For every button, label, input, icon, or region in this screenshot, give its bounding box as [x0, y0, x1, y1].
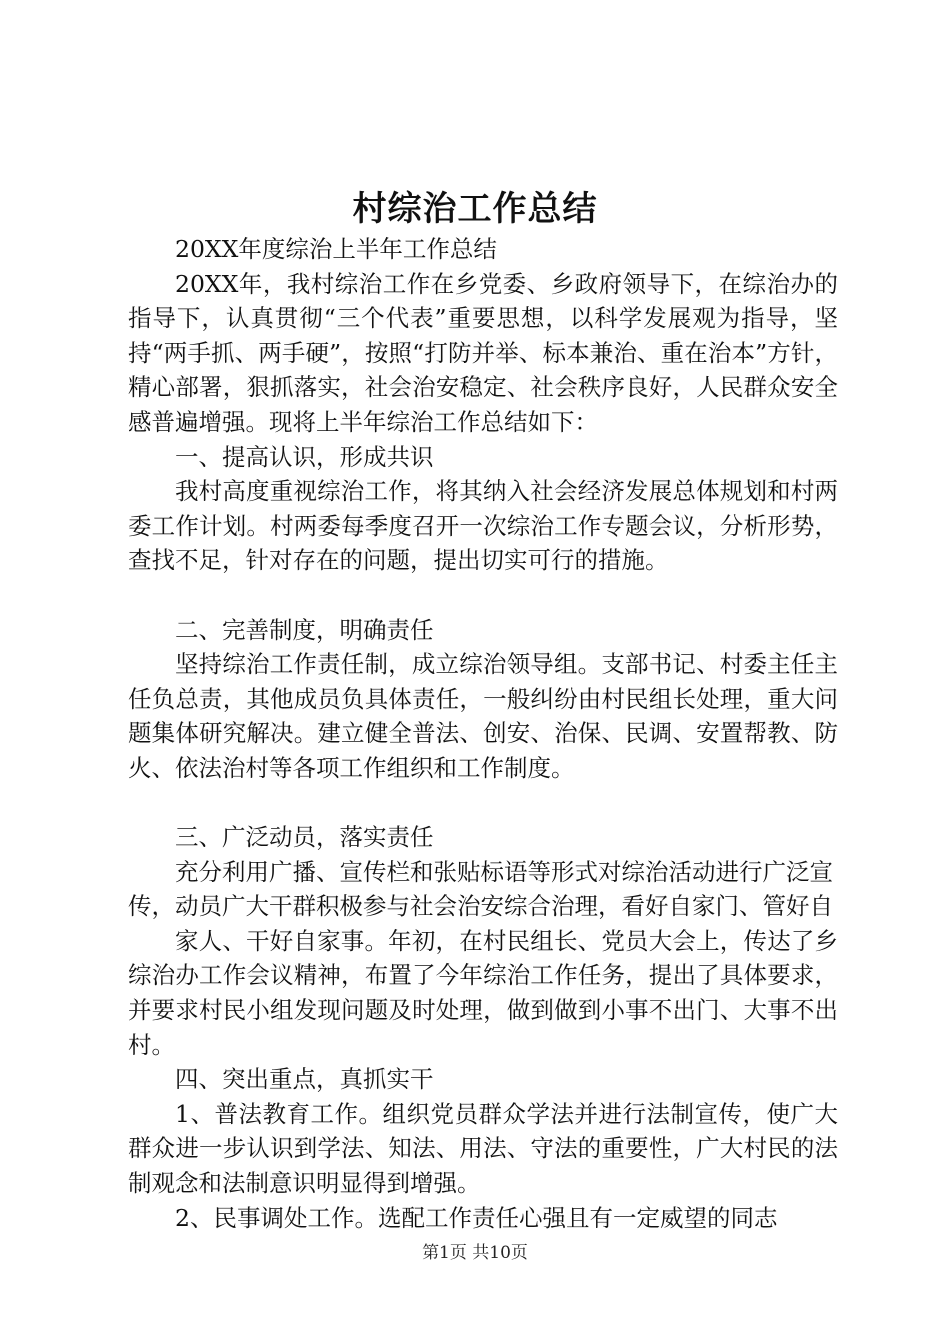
section-heading-3: 三、广泛动员，落实责任: [175, 823, 434, 852]
section-heading-1: 一、提高认识，形成共识: [175, 442, 434, 471]
paragraph-section-3b: 家人、干好自家事。年初，在村民组长、党员大会上，传达了乡综治办工作会议精神，布置了今年综治工作任务，提出了具体要求，并要求村民小组发现问题及时处理，做到做到小事不出门、大事不出村。: [128, 926, 838, 1059]
section-heading-2: 二、完善制度，明确责任: [175, 615, 434, 644]
document-body: [128, 232, 838, 1235]
paragraph-item-1: 1、普法教育工作。组织党员群众学法并进行法制宣传，使广大群众进一步认识到学法、知法、用法、守法的重要性，广大村民的法制观念和法制意识明显得到增强。: [128, 1099, 838, 1198]
section-heading-4: 四、突出重点，真抓实干: [175, 1065, 434, 1094]
document-title: 村综治工作总结: [352, 189, 598, 229]
paragraph-section-2: 坚持综治工作责任制，成立综治领导组。支部书记、村委主任主任负总责，其他成员负具体责任，一般纠纷由村民组长处理，重大问题集体研究解决。建立健全普法、创安、治保、民调、安置帮教、防火、依法治村等各项工作组织和工作制度。: [128, 650, 838, 782]
paragraph-section-1: 我村高度重视综治工作，将其纳入社会经济发展总体规划和村两委工作计划。村两委每季度召开一次综治工作专题会议，分析形势，查找不足，针对存在的问题，提出切实可行的措施。: [128, 477, 838, 575]
paragraph-item-2: 2、民事调处工作。选配工作责任心强且有一定威望的同志: [175, 1203, 778, 1232]
page-number-footer: 第1页 共10页: [422, 1243, 528, 1263]
paragraph-section-3a: 充分利用广播、宣传栏和张贴标语等形式对综治活动进行广泛宣传，动员广大干群积极参与社会治安综合治理，看好自家门、管好自: [128, 857, 833, 921]
paragraph-intro: 20XX年，我村综治工作在乡党委、乡政府领导下，在综治办的指导下，认真贯彻“三个代表”重要思想，以科学发展观为指导，坚持“两手抓、两手硬”，按照“打防并举、标本兼治、重在治本”方针，精心部署，狠抓落实，社会治安稳定、社会秩序良好，人民群众安全感普遍增强。现将上半年综治工作总结如下：: [128, 269, 838, 436]
paragraph-subtitle: 20XX年度综治上半年工作总结: [175, 235, 497, 263]
